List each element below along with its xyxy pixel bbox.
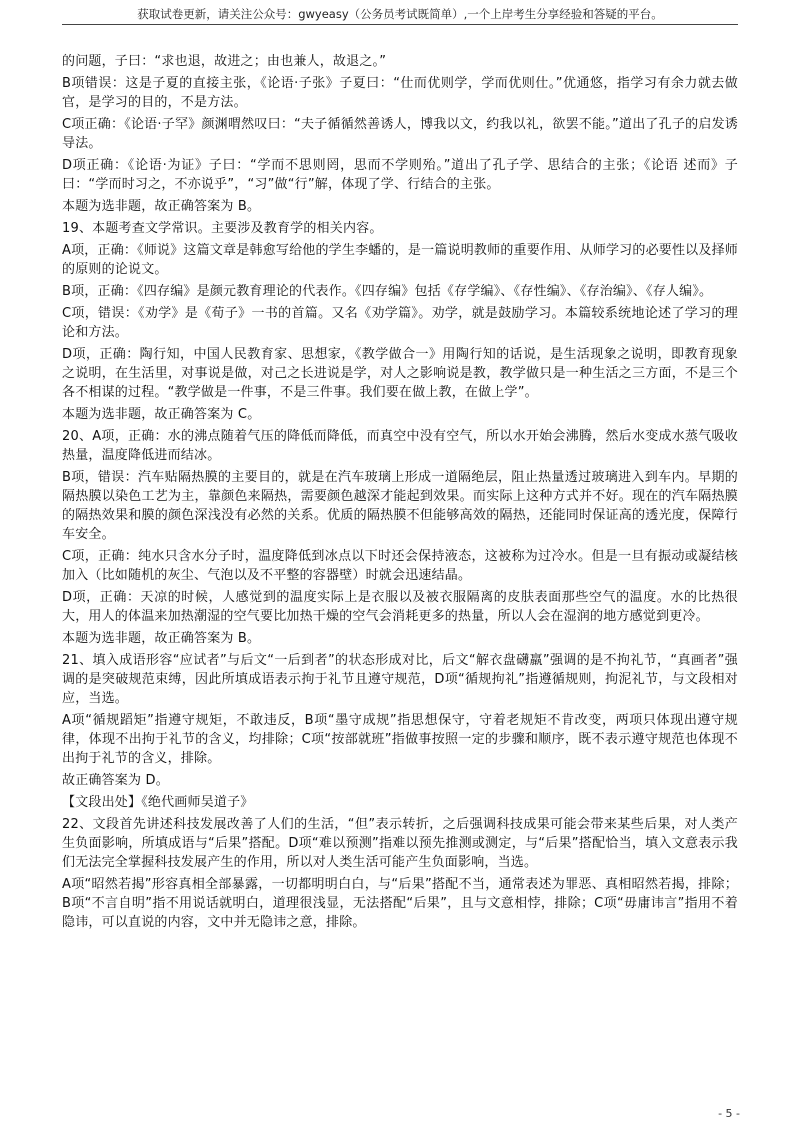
page-header: 获取试卷更新，请关注公众号：gwyeasy（公务员考试既简单）,一个上岸考生分享经验和答疑的平台。 <box>137 7 663 21</box>
paragraph: 20、A项，正确：水的沸点随着气压的降低而降低，而真空中没有空气，所以水开始会沸腾，然后水变成水蒸气吸收热量，温度降低进而结冰。 <box>62 429 738 463</box>
paragraph: D项，正确：陶行知，中国人民教育家、思想家，《教学做合一》用陶行知的话说，是生活现象之说明，即教育现象之说明，在生活里，对事说是做，对己之长进说是学，对人之影响说是教，教学做只是一种生活之三方面，不是三个各不相谋的过程。“教学做是一件事，不是三件事。我们要在做上教，在做上学”。 <box>62 347 738 400</box>
paragraph: C项，错误：《劝学》是《荀子》一书的首篇。又名《劝学篇》。劝学，就是鼓励学习。本篇较系统地论述了学习的理论和方法。 <box>62 306 738 340</box>
paragraph: 21、填入成语形容“应试者”与后文“一后到者”的状态形成对比，后文“解衣盘礴羸”强调的是不拘礼节，“真画者”强调的是突破规范束缚，因此所填成语表示拘于礼节且遵守规范，D项“循规拘礼”指遵循规则，拘泥礼节，与文段相对应，当选。 <box>62 653 738 706</box>
paragraph: D项，正确：天凉的时候，人感觉到的温度实际上是衣服以及被衣服隔离的皮肤表面那些空气的温度。水的比热很大，用人的体温来加热潮湿的空气要比加热干燥的空气会消耗更多的热量，所以人会在湿润的地方感觉到更冷。 <box>62 590 738 624</box>
paragraph: C项，正确：纯水只含水分子时，温度降低到冰点以下时还会保持液态，这被称为过冷水。但是一旦有振动或凝结核加入（比如随机的灰尘、气泡以及不平整的容器壁）时就会迅速结晶。 <box>62 549 738 583</box>
page-number: - 5 - <box>718 1107 740 1120</box>
paragraph: C项正确：《论语·子罕》颜渊喟然叹曰：“夫子循循然善诱人，博我以文，约我以礼，欲罢不能。”道出了孔子的启发诱导法。 <box>62 117 738 151</box>
document-body <box>62 52 738 935</box>
paragraph: 本题为选非题，故正确答案为 B。 <box>62 631 261 646</box>
paragraph: 【文段出处】《绝代画师吴道子》 <box>62 795 254 810</box>
paragraph: B项，错误：汽车贴隔热膜的主要目的，就是在汽车玻璃上形成一道隔绝层，阻止热量透过玻璃进入到车内。早期的隔热膜以染色工艺为主，靠颜色来隔热，需要颜色越深才能起到效果。而实际上这种方式并不好。现在的汽车隔热膜的隔热效果和膜的颜色深浅没有必然的关系。优质的隔热膜不但能够高效的隔热，还能同时保证高的透光度，保障行车安全。 <box>62 470 738 542</box>
paragraph: D项正确：《论语·为证》子曰：“学而不思则罔，思而不学则殆。”道出了孔子学、思结合的主张；《论语 述而》子曰：“学而时习之，不亦说乎”，“习”做“行”解，体现了学、行结合的主张。 <box>62 158 738 192</box>
paragraph: B项，正确：《四存编》是颜元教育理论的代表作。《四存编》包括《存学编》、《存性编》、《存治编》、《存人编》。 <box>62 284 713 299</box>
paragraph: A项“昭然若揭”形容真相全部暴露，一切都明明白白，与“后果”搭配不当，通常表述为罪恶、真相昭然若揭，排除；B项“不言自明”指不用说话就明白，道理很浅显，无法搭配“后果”，且与文意相悖，排除；C项“毋庸讳言”指用不着隐讳，可以直说的内容，文中并无隐讳之意，排除。 <box>62 877 738 930</box>
paragraph: A项，正确：《师说》这篇文章是韩愈写给他的学生李蟠的，是一篇说明教师的重要作用、从师学习的必要性以及择师的原则的论说文。 <box>62 243 738 277</box>
paragraph: B项错误：这是子夏的直接主张，《论语·子张》子夏曰：“仕而优则学，学而优则仕。”优通悠，指学习有余力就去做官，是学习的目的，不是方法。 <box>62 76 738 110</box>
paragraph: 19、本题考查文学常识。主要涉及教育学的相关内容。 <box>62 221 383 236</box>
paragraph: 的问题，子曰：“求也退，故进之；由也兼人，故退之。” <box>62 54 387 69</box>
paragraph: 本题为选非题，故正确答案为 C。 <box>62 407 261 422</box>
paragraph: 故正确答案为 D。 <box>62 773 169 788</box>
header-divider <box>62 24 738 25</box>
paragraph: 22、文段首先讲述科技发展改善了人们的生活，“但”表示转折，之后强调科技成果可能会带来某些后果，对人类产生负面影响，所填成语与“后果”搭配。D项“难以预测”指难以预先推测或测定，与“后果”搭配恰当，填入文意表示我们无法完全掌握科技发展产生的作用，所以对人类生活可能产生负面影响，当选。 <box>62 817 738 870</box>
paragraph: A项“循规蹈矩”指遵守规矩，不敢违反，B项“墨守成规”指思想保守，守着老规矩不肯改变，两项只体现出遵守规律，体现不出拘于礼节的含义，均排除；C项“按部就班”指做事按照一定的步骤和顺序，既不表示遵守规范也体现不出拘于礼节的含义，排除。 <box>62 713 738 766</box>
paragraph: 本题为选非题，故正确答案为 B。 <box>62 199 261 214</box>
